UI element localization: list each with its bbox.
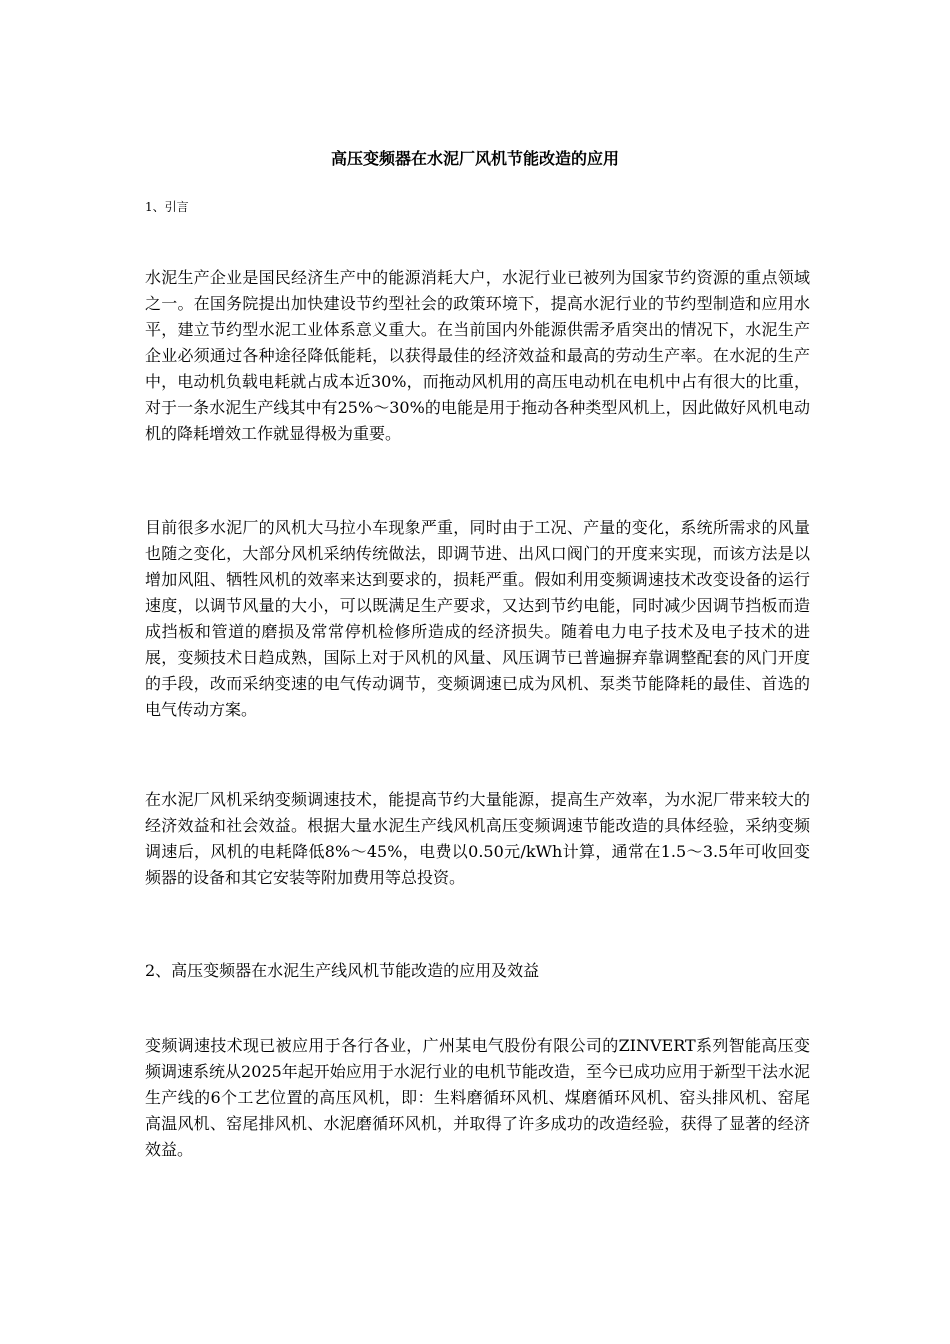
paragraph-section-2-1: 变频调速技术现已被应用于各行各业，广州某电气股份有限公司的ZINVERT系列智能高压变频调速系统从2025年起开始应用于水泥行业的电机节能改造，至今已成功应用于新型干法水泥生产线的6个工艺位置的高压风机，即：生料磨循环风机、煤磨循环风机、窑头排风机、窑尾高温风机、窑尾排风机、水泥磨循环风机，并取得了许多成功的改造经验，获得了显著的经济效益。 [145, 1036, 810, 1159]
section-2-heading: 2、高压变频器在水泥生产线风机节能改造的应用及效益 [145, 961, 540, 980]
section-1-heading: 1、引言 [145, 200, 189, 214]
paragraph-intro-1: 水泥生产企业是国民经济生产中的能源消耗大户，水泥行业已被列为国家节约资源的重点领域之一。在国务院提出加快建设节约型社会的政策环境下，提高水泥行业的节约型制造和应用水平，建立节约型水泥工业体系意义重大。在当前国内外能源供需矛盾突出的情况下，水泥生产企业必须通过各种途径降低能耗，以获得最佳的经济效益和最高的劳动生产率。在水泥的生产中，电动机负载电耗就占成本近30%，而拖动风机用的高压电动机在电机中占有很大的比重，对于一条水泥生产线其中有25%～30%的电能是用于拖动各种类型风机上，因此做好风机电动机的降耗增效工作就显得极为重要。 [145, 268, 810, 443]
paragraph-intro-2: 目前很多水泥厂的风机大马拉小车现象严重，同时由于工况、产量的变化，系统所需求的风量也随之变化，大部分风机采纳传统做法，即调节进、出风口阀门的开度来实现，而该方法是以增加风阻、牺牲风机的效率来达到要求的，损耗严重。假如利用变频调速技术改变设备的运行速度，以调节风量的大小，可以既满足生产要求，又达到节约电能，同时减少因调节挡板而造成挡板和管道的磨损及常常停机检修所造成的经济损失。随着电力电子技术及电子技术的进展，变频技术日趋成熟，国际上对于风机的风量、风压调节已普遍摒弃靠调整配套的风门开度的手段，改而采纳变速的电气传动调节，变频调速已成为风机、泵类节能降耗的最佳、首选的电气传动方案。 [145, 518, 810, 719]
paragraph-intro-3: 在水泥厂风机采纳变频调速技术，能提高节约大量能源，提高生产效率，为水泥厂带来较大的经济效益和社会效益。根据大量水泥生产线风机高压变频调速节能改造的具体经验，采纳变频调速后，风机的电耗降低8%～45%，电费以0.50元/kWh计算，通常在1.5～3.5年可收回变频器的设备和其它安装等附加费用等总投资。 [145, 790, 810, 887]
document-title: 高压变频器在水泥厂风机节能改造的应用 [330, 149, 619, 168]
